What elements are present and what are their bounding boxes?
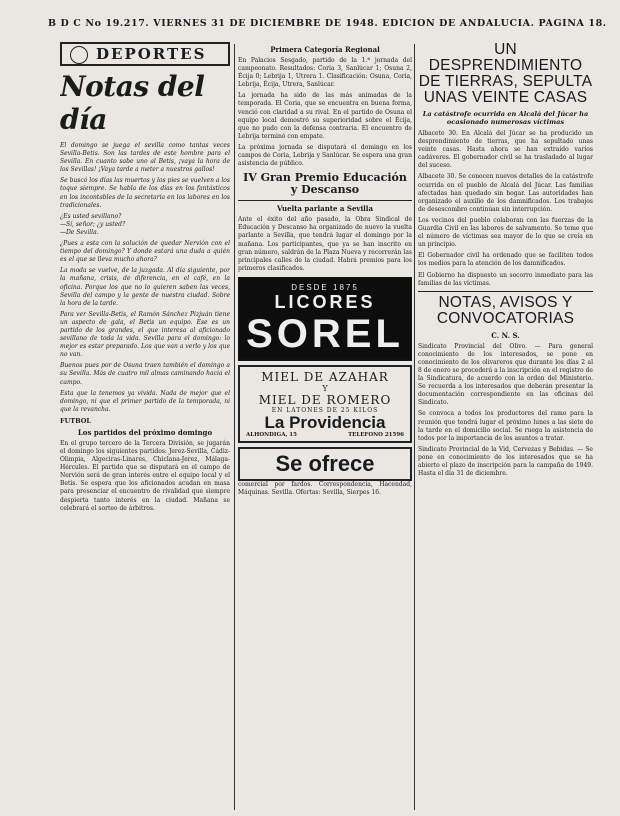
article-paragraph: Sindicato Provincial del Olivo. — Para general conocimiento de los interesados, se pone en conocimiento de los olivareros que durante los días 2 al 8 de enero se procederá a la inscripción en el registro de la Sindicatura, de acuerdo con la orden del Ministerio. Se recuerda a los interesados que deberán presentar la documentación correspondiente en las oficinas del Sindicato.: [418, 342, 593, 407]
primera-title: Primera Categoría Regional: [270, 45, 380, 54]
middle-column: [238, 42, 412, 812]
column-divider: [414, 44, 415, 810]
divider: [238, 200, 412, 201]
ad-since: DESDE 1875: [291, 282, 359, 292]
ad-latones: EN LATONES DE 25 KILOS: [271, 406, 379, 414]
article-paragraph: El Gobierno ha dispuesto un socorro inmediato para las familias de las víctimas.: [418, 271, 593, 287]
ad-la-providencia: La Providencia: [264, 412, 386, 432]
news-column: [418, 42, 593, 812]
article-paragraph: La próxima jornada se disputará el domingo en los campos de Coria, Lebrija y Sanlúcar. Se espera una gran asistencia de público.: [238, 143, 412, 168]
gran-premio-title: IV Gran Premio Educación y Descanso: [243, 171, 407, 197]
article-paragraph: Para ver Sevilla-Betis, el Ramón Sánchez Pizjuán tiene un aspecto de gala, el Betis un equipo. Ese es un partido de los grandes, el que interesa al aficionado sevillano de toda la vida. Sevilla para el domingo: lo mejor es estar preparado. Los que van a verlo y los que no van.: [60, 310, 230, 359]
divider: [418, 291, 593, 292]
column-divider: [234, 44, 235, 810]
article-paragraph: ¿Es usted sevillano? —Sí, señor; ¿y usted? —De Sevilla.: [60, 212, 126, 236]
article-paragraph: La moda se vuelve, de la juzgada. Al día siguiente, por la mañana, crisis, de diferencia, en el café, en la oficina. Porque los que no lo quieren saben las veces, Sevilla del campo y la gente de nuestra ciudad. Sobre la hora de la tarde.: [60, 267, 230, 307]
main-headline: UN DESPRENDIMIENTO DE TIERRAS, SEPULTA UNAS VEINTE CASAS: [418, 42, 593, 106]
deportes-banner: [60, 42, 230, 66]
article-paragraph: Albacete 30. En Alcalá del Júcar se ha producido un desprendimiento de tierras, que ha sepultado unas veinte casas. Hasta ahora se han extraído varios cadáveres. El gobernador civil se ha trasladado al lugar del suceso.: [418, 130, 593, 170]
article-paragraph: Sindicato Provincial de la Vid, Cervezas y Bebidas. — Se pone en conocimiento de los interesados que se ha abierto el plazo de inscripción para la campaña de 1949. Hasta el día 31 de diciembre.: [418, 445, 593, 478]
futbol-label: FUTBOL: [60, 416, 91, 425]
article-paragraph: El domingo se juega el sevilla como tantas veces Sevilla-Betis. Son las tardes de este hombre para el Sevilla. En cuanto sabe uno al Betis, ¡vaya la hora de los Sevillas! ¡Vaya tarde a meter a nuestros gallos!: [60, 142, 230, 174]
article-paragraph: Buenos pues por de Osuna traen también el domingo a su Sevilla. Más de cuatro mil almas caminando hacia el campo.: [60, 362, 230, 386]
section-title: DEPORTES: [96, 45, 207, 63]
page-header: B D C No 19.217. VIERNES 31 DE DICIEMBRE DE 1948. EDICION DE ANDALUCIA. PAGINA 18.: [48, 18, 607, 29]
sports-column: [60, 42, 230, 812]
ad-miel-romero: MIEL DE ROMERO: [258, 392, 392, 407]
notas-del-dia-title: Notas del día: [60, 70, 205, 136]
article-paragraph: Albacete 30. Se conocen nuevos detalles de la catástrofe ocurrida en el pueblo de Alcalá del Júcar. Las familias afectadas han quedado sin hogar. Las autoridades han organizado el auxilio de los damnificados. Los trabajos de desescombro continúan sin interrupción.: [418, 173, 593, 213]
ad-sorel: SOREL: [246, 311, 404, 356]
se-ofrece-ad: [238, 447, 412, 481]
ad-text: comercial por fardos. Correspondencia, Hacendad, Máquinas. Sevilla. Ofertas: Sevilla, Sierpes 16.: [238, 480, 412, 496]
article-paragraph: Ante el éxito del año pasado, la Obra Sindical de Educación y Descanso ha organizado de nuevo la vuelta parlante a Sevilla, que tendrá lugar el domingo por la mañana. Los participantes, que ya se han inscrito en gran número, saldrán de la Plaza Nueva y recorrerán las principales calles de la ciudad. Habrá premios para los primeros clasificados.: [238, 216, 412, 272]
ad-se-ofrece: Se ofrece: [275, 450, 375, 476]
ball-icon: [70, 46, 88, 64]
vuelta-title: Vuelta parlante a Sevilla: [277, 204, 373, 214]
article-paragraph: Se buscó los días las muertos y los pies se vuelven a los toque siempre. Se habla de los días en los fantásticos en los incontables de la secretaria en los labores en los tradicionales.: [60, 177, 230, 209]
ad-address: ALHONDIGA, 15: [246, 431, 297, 438]
article-paragraph: Se convoca a todos los productores del ramo para la reunión que tendrá lugar el próximo lunes a las siete de la tarde en el domicilio social. Se ruega la asistencia de todos por la importancia de los asuntos a tratar.: [418, 410, 593, 442]
ad-licores: LICORES: [274, 291, 376, 312]
notas-avisos-title: NOTAS, AVISOS Y CONVOCATORIAS: [436, 293, 575, 327]
licores-sorel-ad: [238, 277, 412, 361]
ad-miel-azahar: MIEL DE AZAHAR: [261, 369, 389, 384]
miel-ad: [238, 365, 412, 443]
partidos-title: Los partidos del próximo domingo: [77, 427, 213, 437]
ad-phone: TELEFONO 21596: [348, 431, 404, 438]
headline-kicker: La catástrofe ocurrida en Alcalá del Júcar ha ocasionado numerosas víctimas: [422, 110, 589, 126]
cns-label: C. N. S.: [491, 330, 520, 340]
article-paragraph: En el grupo tercero de la Tercera División, se jugarán el domingo los siguientes partidos: Jerez-Sevilla, Cádiz-Olimpia, Algeciras-Linares, Chiclana-Jerez, Málaga-Hércules. El partido que se disputará en el campo de Nervión será de gran interés entre el equipo local y el Betis. Se espera que los aficionados acudan en masa para presenciar el encuentro de rivalidad que siempre despierta tanto interés en la ciudad. Mañana se celebrará el sorteo de árbitros.: [60, 439, 230, 512]
article-paragraph: El Gobernador civil ha ordenado que se faciliten todos los medios para la atención de los damnificados.: [418, 252, 593, 268]
article-paragraph: En Palacios Sesgado, partido de la 1.ª jornada del campeonato. Resultados: Coria 3, Sanlúcar 1; Osuna 2, Écija 0; Lebrija 1, Utrera 1. Clasificación: Osuna, Coria, Lebrija, Écija, Utrera, Sanlúcar.: [238, 57, 412, 89]
article-paragraph: ¿Pues a esta con la solución de quedar Nervión con el tiempo del domingo? Y donde estará una duda a quién es el que se lleva mucho ahora?: [60, 240, 230, 264]
article-paragraph: Esta que la tenemos ya vivida. Nada de mejor que el domingo, ni que el primer partido de la temporada, ni que la revancha.: [60, 389, 230, 413]
article-paragraph: Los vecinos del pueblo colaboran con las fuerzas de la Guardia Civil en las labores de salvamento. Se teme que el número de víctimas sea mayor de lo que se creía en un principio.: [418, 216, 593, 249]
article-paragraph: La jornada ha sido de las más animadas de la temporada. El Coria, que se encuentra en buena forma, venció con claridad a su rival. En el partido de Osuna el equipo local demostró su superioridad sobre el Écija, que no pudo con la defensa contraria. El encuentro de Lebrija terminó con empate.: [238, 92, 412, 140]
ad-y: Y: [322, 383, 328, 393]
